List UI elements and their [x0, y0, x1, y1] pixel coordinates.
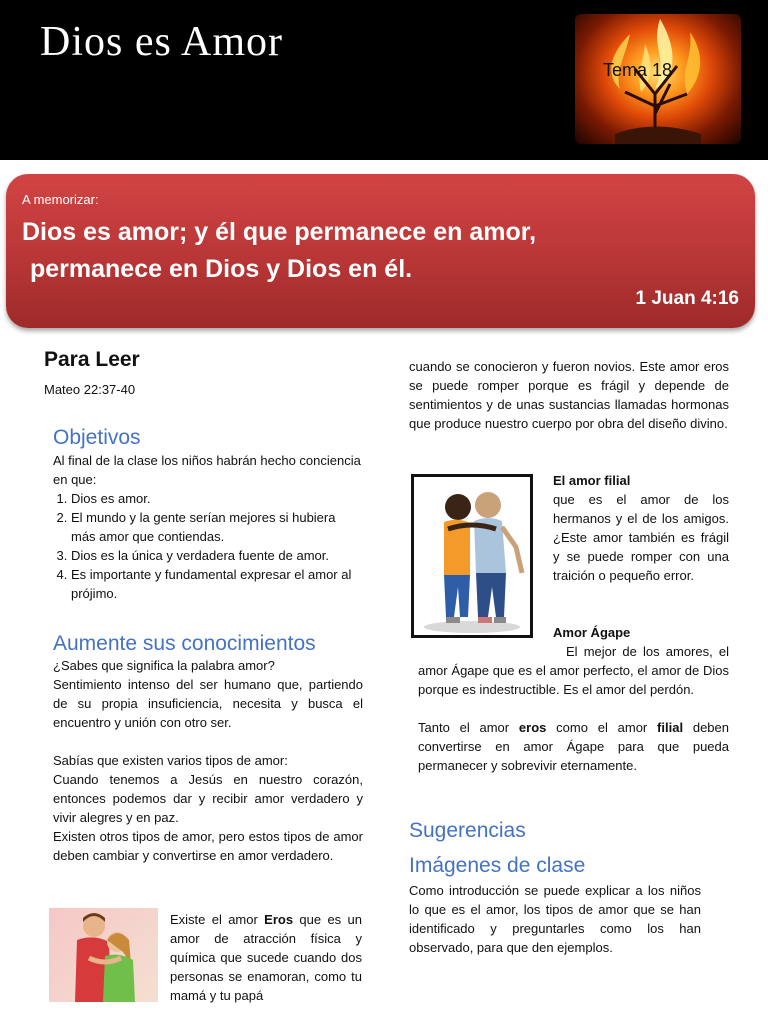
- final-text-3: deben convertirse en amor Ágape para que pueda permanecer y sobrevivir eternamente.: [418, 720, 729, 773]
- objetivos-heading: Objetivos: [53, 426, 141, 449]
- agape-heading: Amor Ágape: [553, 625, 631, 640]
- filial-text: que es el amor de los hermanos y el de los amigos. ¿Este amor también es frágil y se puede romper con una traición o pequeño error.: [553, 492, 729, 583]
- final-text-1: Tanto el amor: [418, 720, 519, 735]
- verse-line-2: permanece en Dios y Dios en él.: [30, 255, 413, 283]
- final-paragraph: [418, 718, 729, 775]
- eros-paragraph: [170, 910, 362, 1005]
- filial-section: [553, 471, 729, 585]
- final-filial-word: filial: [657, 720, 684, 735]
- eros-word: Eros: [264, 912, 294, 927]
- conocimientos-definition: Sentimiento intenso del ser humano que, partiendo de su propia insuficiencia, necesita y busca el encuentro y unión con otro ser.: [53, 677, 363, 730]
- list-item: 4. Es importante y fundamental expresar el amor al prójimo.: [71, 565, 363, 603]
- friends-image: [411, 474, 533, 638]
- couple-icon: [49, 908, 158, 1002]
- sugerencias-text: Como introducción se puede explicar a los niños lo que es el amor, los tipos de amor que se han identificado y preguntarles como los han observado, para que den ejemplos.: [409, 883, 701, 955]
- sugerencias-section: [409, 817, 729, 957]
- others-paragraph: Existen otros tipos de amor, pero estos tipos de amor deben cambiar y convertirse en amor verdadero.: [53, 829, 363, 863]
- memory-verse: [22, 214, 742, 288]
- tema-label: Tema 18: [603, 60, 673, 80]
- verse-reference: 1 Juan 4:16: [635, 288, 739, 309]
- final-eros-word: eros: [518, 720, 547, 735]
- conocimientos-question: ¿Sabes que significa la palabra amor?: [53, 658, 275, 673]
- conocimientos-heading: Aumente sus conocimientos: [53, 632, 316, 655]
- eros-continuation: cuando se conocieron y fueron novios. Este amor eros se puede romper porque es frágil y depende de sentimientos y de unas sustancias llamadas hormonas que produce nuestro cuerpo por obra del diseño divino.: [409, 359, 729, 431]
- list-item: 2. El mundo y la gente serían mejores si hubiera más amor que contiendas.: [71, 508, 363, 546]
- eros-text-post: que es un amor de atracción física y química que sucede cuando dos personas se enamoran, como tu mamá y tu papá: [170, 912, 362, 1003]
- imagenes-heading: Imágenes de clase: [409, 854, 586, 877]
- jesus-paragraph: Cuando tenemos a Jesús en nuestro corazón, entonces podemos dar y recibir amor verdadero y vivir alegres y en paz.: [53, 772, 363, 825]
- objetivos-section: [53, 428, 363, 603]
- couple-image: [49, 908, 158, 1002]
- final-text-2: como el amor: [546, 720, 658, 735]
- eros-text-pre: Existe el amor: [170, 912, 265, 927]
- para-leer-reference: Mateo 22:37-40: [44, 382, 136, 397]
- para-leer-heading: Para Leer: [44, 348, 140, 371]
- agape-text: El mejor de los amores, el amor Ágape que es el amor perfecto, el amor de Dios porque es indestructible. Es el amor del perdón.: [418, 644, 729, 697]
- objetivos-list: [53, 489, 363, 603]
- list-item: 3. Dios es la única y verdadera fuente de amor.: [71, 546, 363, 565]
- list-item: 1. Dios es amor.: [71, 489, 363, 508]
- header-banner: [0, 0, 768, 160]
- memorize-label: A memorizar:: [22, 192, 99, 207]
- types-intro: Sabías que existen varios tipos de amor:: [53, 753, 288, 768]
- sugerencias-heading: Sugerencias: [409, 819, 526, 842]
- filial-heading: El amor filial: [553, 473, 631, 488]
- friends-icon: [414, 477, 530, 635]
- conocimientos-section: [53, 634, 363, 865]
- memorize-box: [6, 174, 755, 328]
- objetivos-intro: Al final de la clase los niños habrán hecho conciencia en que:: [53, 453, 361, 487]
- verse-line-1: Dios es amor; y él que permanece en amor,: [22, 218, 537, 246]
- page-title: Dios es Amor: [40, 19, 283, 65]
